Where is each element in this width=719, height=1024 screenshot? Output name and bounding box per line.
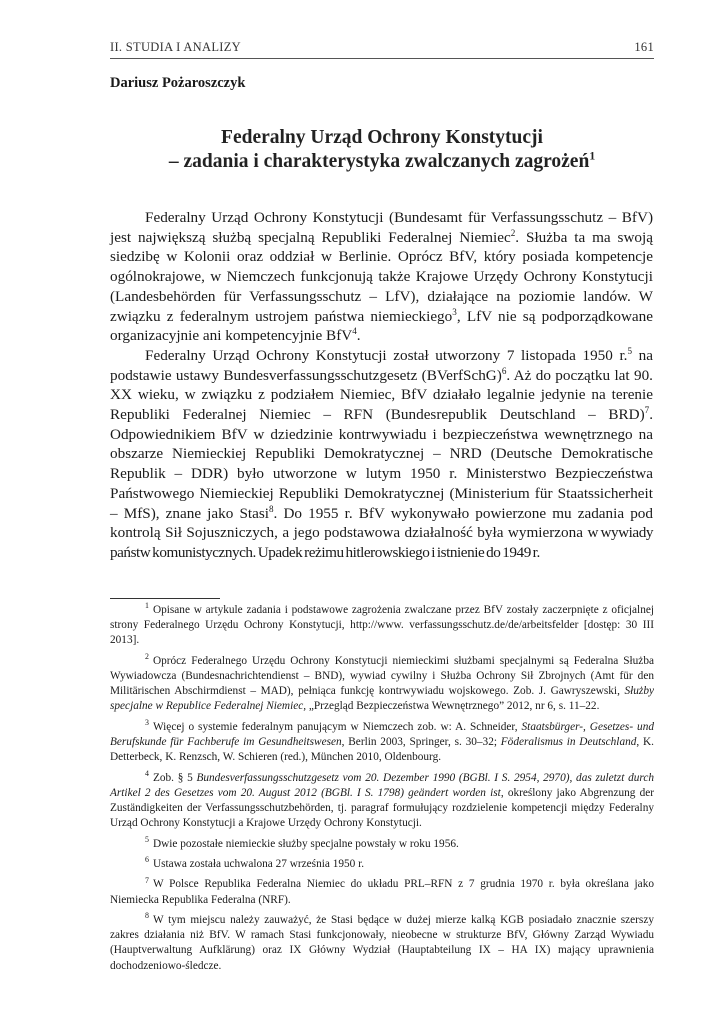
footnote-text: Dwie pozostałe niemieckie służby specjalne powstały w roku 1956. [152,837,459,850]
footnote-ref-8: 8 [268,503,274,514]
paragraph-2 [110,346,653,563]
footnote-ref-4: 4 [352,326,357,337]
paragraph-1 [110,208,653,346]
p1-text-b: . Służba ta ma swoją siedzibę w Kolonii oraz oddział w Berlinie. Oprócz BfV, który posiada kompetencje ogólnokrajowe, w Niemczech funkcjonują także Krajowe Urzędy Ochrony Konstytucji (Landesbehörden für Verfassungsschutz – LfV), działające na poziomie landów. W związku z federalnym ustrojem państwa niemieckiego [110,228,653,325]
p1-text-d: . [356,327,361,345]
footnote-separator [110,598,220,599]
footnote-8 [110,913,654,974]
p2-text-e: . Do 1955 r. BfV wykonywało powierzone mu zadania pod kontrolą Sił Sojuszniczych, a jego podstawowa działalność była wymierzona [110,504,653,542]
footnote-1 [110,603,654,649]
footnote-text: W tym miejscu należy zauważyć, że Stasi będące w dużej mierze kalką KGB posiadało znacznie szerszy zakres działania niż BfV. W ramach Stasi funkcjonowały, nieobecne w strukturze BfV, Główny Zarząd Wywiadu (Hauptverwaltung Aufklärung) oraz IX Główny Wydział (Hauptabteilung IX – HA IX) mający uprawnienia dochodzeniowo-śledcze. [110,913,654,972]
footnotes [110,603,654,979]
title-line-2-text: – zadania i charakterystyka zwalczanych zagrożeń [168,151,590,172]
p1-text-c: , LfV nie są podporządkowane organizacyjnie ani kompetencyjnie BfV [110,307,653,345]
p2-text-b: na podstawie ustawy Bundesverfassungsschutzgesetz (BVerfSchG) [110,346,653,384]
title-footnote-mark: 1 [589,149,596,163]
footnote-number: 4 [145,768,149,778]
p1-text-a: Federalny Urząd Ochrony Konstytucji (Bundesamt für Verfassungsschutz – BfV) jest największą służbą specjalną Republiki Federalnej Niemiec [110,209,653,246]
footnote-5 [110,834,654,852]
footnote-text: Opisane w artykule zadania i podstawowe zagrożenia zwalczane przez BfV zostały zaczerpnięte z oficjalnej strony Federalnego Urzędu Ochrony Konstytucji, http://www. verfassungsschutz.de/de/arbeitsfelder [dostęp: 30 III 2013]. [110,604,654,647]
footnote-text: Więcej o systemie federalnym panującym w Niemczech zob. w: A. Schneider, [152,720,522,733]
footnote-2 [110,654,654,715]
author-name: Dariusz Pożaroszczyk [110,75,246,91]
footnote-text: Oprócz Federalnego Urzędu Ochrony Konstytucji niemieckimi służbami specjalnymi są Federalna Służba Wywiadowcza (Bundesnachrichtendienst – BND), wywiad cywilny i Służba Ochrony Sił Zbrojnych (Amt für den Militärischen Abschirmdienst – MAD), pełniąca funkcję kontrwywiadu wojskowego. Zob. J. Gawryszewski, [110,654,654,698]
footnote-6 [110,857,654,872]
footnote-text: , określony jako Abgrenzung der Zuständigkeiten der Verfassungsschutzbehörden, tj. paragraf formułujący rozdzielenie kompetencji między Federalny Urząd Ochrony Konstytucji a Krajowe Urzędy Ochrony Konstytucji. [110,786,655,830]
footnote-text: , Berlin 2003, Springer, s. 30–32; [341,736,501,748]
footnote-number: 2 [145,652,149,662]
p2-text-a: Federalny Urząd Ochrony Konstytucji został utworzony 7 listopada 1950 r. [145,346,628,364]
footnote-italic: Bundesverfassungsschutzgesetz vom 20. Dezember 1990 (BGBl. I S. 2954, 2970), das zuletzt durch Artikel 2 des Gesetzes vom 20. August 2012 (BGBl. I S. 1798) geändert worden ist [110,771,655,799]
footnote-number: 5 [145,834,149,844]
p2-text-d: . Odpowiednikiem BfV w dziedzinie kontrwywiadu i bezpieczeństwa wewnętrznego na obszarze Niemieckiej Republiki Demokratycznej – NRD (Deutsche Demokratische Republik – DDR) było utworzone w lutym 1950 r. Ministerstwo Bezpieczeństwa Państwowego Niemieckiej Republiki Demokratycznej (Ministerium für Staatssicherheit – MfS), znane jako Stasi [110,406,653,522]
footnote-ref-3: 3 [452,306,457,317]
footnote-text: W Polsce Republika Federalna Niemiec do układu PRL–RFN z 7 grudnia 1970 r. była określana jako Niemiecka Republika Federalna (NRF). [110,878,654,906]
footnote-ref-2: 2 [510,227,516,238]
running-head-section: II. STUDIA I ANALIZY [110,40,241,54]
article-title [110,126,654,174]
footnote-text: , K. Detterbeck, K. Renzsch, W. Schieren (red.), München 2010, Oldenbourg. [110,736,654,764]
footnote-text: „Przegląd Bezpieczeństwa Wewnętrznego” 2012, nr 6, s. 11–22. [306,700,600,713]
footnote-italic: Staatsbürger-, Gesetzes- und Berufskunde für Fachberufe im Gesundheitswesen [110,720,654,748]
footnote-text: Ustawa została uchwalona 27 września 1950 r. [152,857,365,870]
footnote-4 [110,768,655,832]
footnote-italic: Służby specjalne w Republice Federalnej Niemiec, [110,685,654,713]
footnote-number: 3 [145,718,149,728]
footnote-ref-5: 5 [627,345,633,356]
footnote-3 [110,720,654,766]
footnote-ref-6: 6 [501,365,507,376]
p2-text-f: w wywiady państw komunistycznych. Upadek reżimu hitlerowskiego i istnienie do 1949 r. [110,524,653,561]
footnote-7 [110,877,654,907]
footnote-number: 6 [145,855,149,865]
footnote-text: Zob. § 5 [152,771,197,784]
footnote-number: 7 [145,875,149,885]
page-number: 161 [634,40,654,54]
footnote-number: 8 [145,911,149,921]
footnote-ref-7: 7 [644,404,650,415]
title-line-1: Federalny Urząd Ochrony Konstytucji [221,127,543,148]
footnote-italic: Föderalismus in Deutschland [500,736,637,748]
header-rule [110,58,654,59]
footnote-number: 1 [145,601,149,611]
p2-text-c: . Aż do początku lat 90. XX wieku, w związku z podziałem Niemiec, BfV działało legalnie jedynie na terenie Republiki Federalnej Niemiec – RFN (Bundesrepublik Deutschland – BRD) [110,366,653,424]
title-line-2 [110,150,654,174]
body-text [110,208,653,563]
